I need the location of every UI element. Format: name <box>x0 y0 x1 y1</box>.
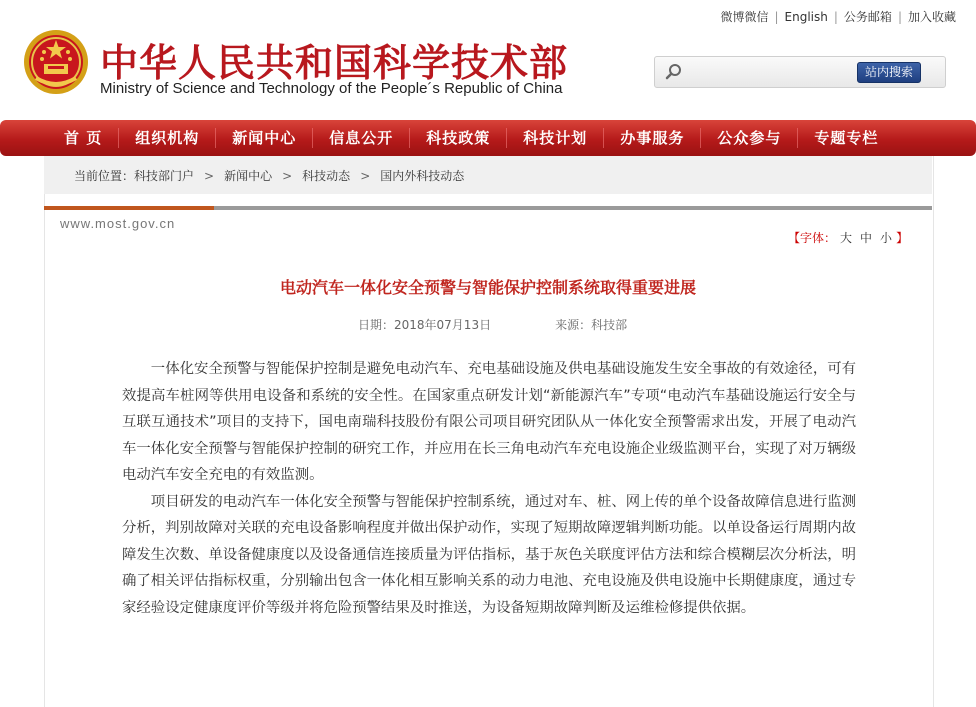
nav-divider <box>700 128 701 148</box>
nav-divider <box>312 128 313 148</box>
top-links <box>720 8 956 25</box>
search-icon <box>665 63 683 81</box>
breadcrumb <box>74 167 464 184</box>
nav-item-home[interactable]: 首 页 <box>64 129 103 147</box>
nav-item-participation[interactable]: 公众参与 <box>717 129 782 147</box>
official-mail-link[interactable]: 公务邮箱 <box>843 10 892 24</box>
breadcrumb-item-domestic-intl[interactable]: 国内外科技动态 <box>380 169 465 183</box>
breadcrumb-item-dynamics[interactable]: 科技动态 <box>302 169 351 183</box>
separator: | <box>774 10 779 24</box>
article-title: 电动汽车一体化安全预警与智能保护控制系统取得重要进展 <box>279 278 696 297</box>
nav-item-services[interactable]: 办事服务 <box>620 129 685 147</box>
font-size-open: 【字体： <box>788 231 837 245</box>
nav-item-programs[interactable]: 科技计划 <box>523 129 588 147</box>
nav-divider <box>409 128 410 148</box>
accent-divider <box>44 206 214 210</box>
nav-divider <box>797 128 798 148</box>
font-size-medium[interactable]: 中 <box>860 231 873 245</box>
article-paragraph: 项目研发的电动汽车一体化安全预警与智能保护控制系统，通过对车、桩、网上传的单个设备故障信息进行监测分析，判别故障对关联的充电设备影响程度并做出保护动作，实现了短期故障逻辑判断功能。以单设备运行周期内故障发生次数、单设备健康度以及设备通信连接质量为评估指标，基于灰色关联度评估方法和综合模糊层次分析法，明确了相关评估指标权重，分别输出包含一体化相互影响关系的动力电池、充电设施及供电设施中长期健康度，通过专家经验设定健康度评价等级并将危险预警结果及时推送，为设备短期故障判断及运维检修提供依据。 <box>122 493 856 616</box>
national-emblem-icon[interactable] <box>22 28 90 96</box>
font-size-close: 】 <box>896 231 909 245</box>
site-search-button[interactable]: 站内搜索 <box>857 62 921 83</box>
font-size-large[interactable]: 大 <box>840 231 853 245</box>
font-size-small[interactable]: 小 <box>880 231 893 245</box>
breadcrumb-item-portal[interactable]: 科技部门户 <box>134 169 195 183</box>
search-input[interactable] <box>689 62 873 82</box>
nav-item-topics[interactable]: 专题专栏 <box>814 129 879 147</box>
font-size-control <box>788 229 908 246</box>
nav-divider <box>215 128 216 148</box>
nav-divider <box>118 128 119 148</box>
breadcrumb-item-news[interactable]: 新闻中心 <box>224 169 273 183</box>
add-favorite-link[interactable]: 加入收藏 <box>907 10 956 24</box>
ministry-title-en: Ministry of Science and Technology of the People´s Republic of China <box>100 80 563 97</box>
article-date: 日期：2018年07月13日 <box>358 318 492 332</box>
separator: | <box>897 10 902 24</box>
divider <box>214 206 932 210</box>
english-link[interactable]: English <box>784 10 828 24</box>
article-body <box>122 356 856 621</box>
nav-divider <box>506 128 507 148</box>
breadcrumb-prefix: 当前位置： <box>74 169 135 183</box>
article-paragraph: 一体化安全预警与智能保护控制是避免电动汽车、充电基础设施及供电基础设施发生安全事故的有效途径，可有效提高车桩网等供用电设备和系统的安全性。在国家重点研发计划“新能源汽车”专项“电动汽车基础设施运行安全与互联互通技术”项目的支持下，国电南瑞科技股份有限公司项目研究团队从一体化安全预警需求出发，开展了电动汽车一体化安全预警与智能保护控制的研究工作，并应用在长三角电动汽车充电设施企业级监测平台，实现了对万辆级电动汽车安全充电的有效监测。 <box>122 361 856 483</box>
weibo-weixin-link[interactable]: 微博微信 <box>720 10 769 24</box>
nav-item-policy[interactable]: 科技政策 <box>426 129 491 147</box>
separator: | <box>833 10 838 24</box>
chevron-right-icon: > <box>282 169 293 183</box>
article-meta <box>358 316 627 333</box>
nav-divider <box>603 128 604 148</box>
main-nav <box>0 120 976 156</box>
nav-item-organization[interactable]: 组织机构 <box>135 129 200 147</box>
ministry-title-cn: 中华人民共和国科学技术部 <box>100 41 569 85</box>
search-box <box>654 56 946 88</box>
article-source: 来源：科技部 <box>555 318 628 332</box>
site-url-logo: www.most.gov.cn <box>60 216 176 231</box>
nav-item-info-disclosure[interactable]: 信息公开 <box>329 129 394 147</box>
nav-item-news[interactable]: 新闻中心 <box>232 129 297 147</box>
chevron-right-icon: > <box>204 169 215 183</box>
chevron-right-icon: > <box>360 169 371 183</box>
